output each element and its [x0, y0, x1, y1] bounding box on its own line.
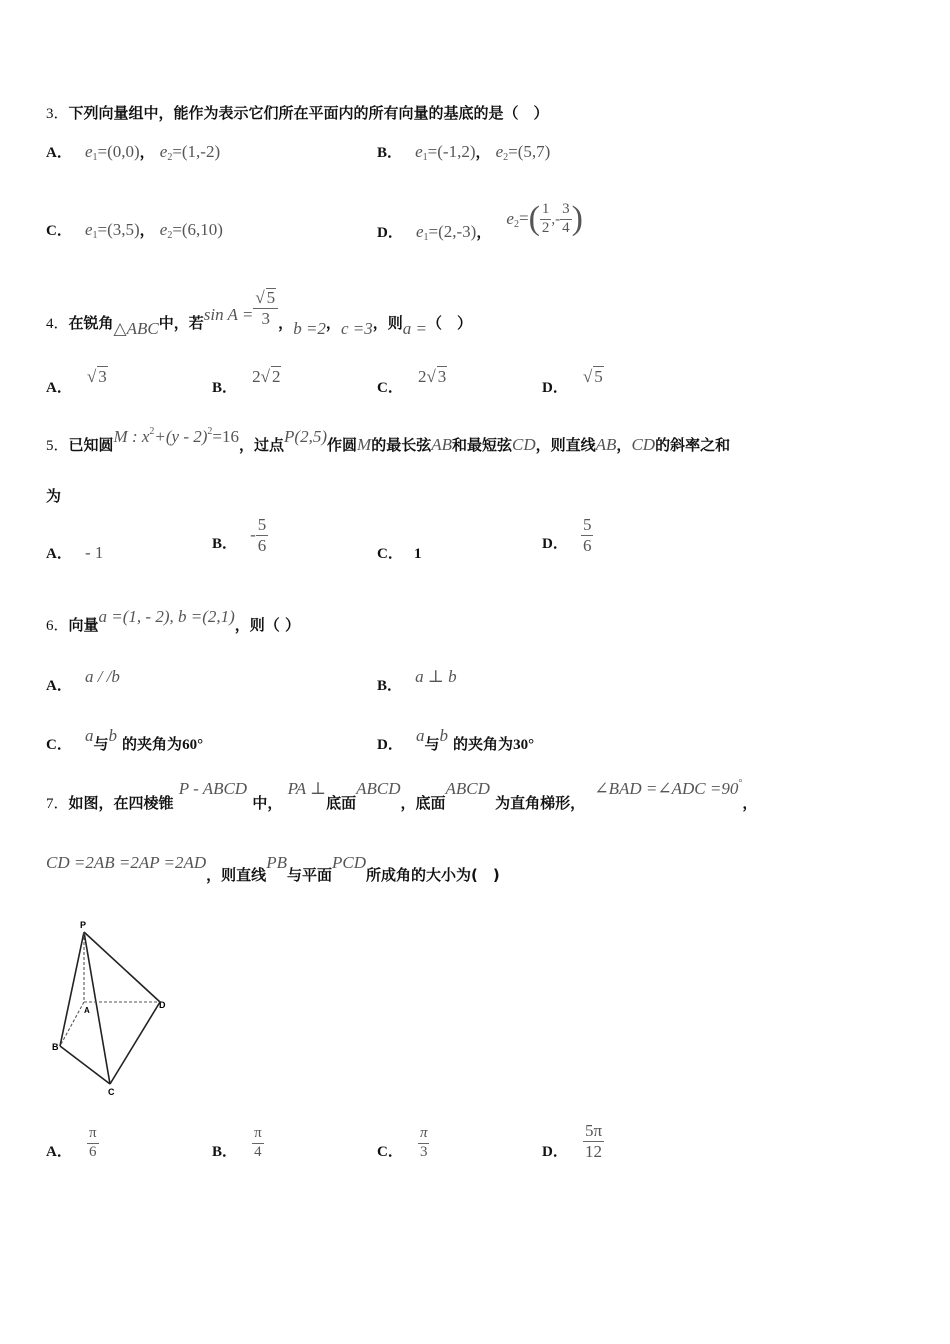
- q3-option-b[interactable]: [377, 141, 550, 163]
- q3-option-d[interactable]: [377, 200, 583, 243]
- q3-option-c-label: C．: [46, 223, 72, 239]
- q3-c-e1: $e_1$: [84, 220, 98, 241]
- q3-d-e1: $e_1$: [415, 222, 429, 243]
- q4-option-d[interactable]: D． √ 5: [542, 367, 603, 396]
- q3-d-e1-value: =(2,-3): [428, 222, 477, 241]
- q6-option-d[interactable]: D． a与b 的夹角为30°: [377, 726, 535, 753]
- q3-stem-text: 下列向量组中，能作为表示它们所在平面内的所有向量的基底的是（ ）: [68, 104, 549, 122]
- label-p: P: [80, 920, 87, 930]
- q4-sin-value: $\frac{√ 5}{3}$: [253, 288, 278, 328]
- q3-option-a-label: A．: [46, 145, 72, 161]
- q3-c-e1-value: =(3,5): [97, 220, 140, 239]
- q3-option-a[interactable]: [46, 141, 220, 163]
- q6-c-angle: 60°: [182, 737, 204, 753]
- q4-a-var: a =: [402, 319, 427, 339]
- edge-cd: [110, 1002, 160, 1084]
- q4-number: 4．: [46, 316, 69, 333]
- q3-option-d-label: D．: [377, 225, 403, 241]
- q4-c-value: 2√ 3: [417, 367, 447, 386]
- q3-d-frac1: $\frac{1}{2}$: [541, 200, 550, 236]
- q4-b-value: b =2: [293, 319, 326, 339]
- q3-number: 3．: [46, 106, 69, 122]
- q3-c-sep: ，: [139, 221, 155, 239]
- q4-a-value: √ 3: [86, 367, 107, 386]
- q3-c-e2-value: =(6,10): [172, 220, 223, 239]
- q5-d-fraction: $\frac{5}{6}$: [582, 515, 592, 555]
- q3-d-frac2: $\frac{3}{4}$: [562, 200, 570, 236]
- q7-pyramid: P - ABCD: [178, 779, 248, 798]
- q5-number: 5．: [46, 438, 69, 454]
- q6-b-value: a ⊥ b: [415, 667, 457, 686]
- q7-option-b[interactable]: B． $\frac{\pi}{4}$: [212, 1125, 262, 1160]
- q3-d-e2-expression: $e_2=$( $\frac{1}{2}$ ,- $\frac{3}{4}$ ): [506, 200, 583, 237]
- q5-option-a[interactable]: A． - 1: [46, 543, 104, 562]
- q5-b-fraction: $\frac{5}{6}$: [257, 515, 267, 555]
- q7-stem-line2: CD =2AB =2AP =2AD，则直线PB与平面PCD所成角的大小为( ): [46, 853, 500, 884]
- q3-b-e2: $e_2$: [495, 142, 509, 163]
- q3-d-e2: $e_2$: [506, 208, 519, 230]
- edge-bc: [60, 1046, 110, 1084]
- q4-stem: 4．在锐角△ABC中，若sin A = $\frac{√ 5}{3}$ ，b =2，c =3，则a =（ ）: [46, 288, 472, 339]
- q4-sin-a: sin A =: [203, 305, 254, 325]
- q6-option-c[interactable]: C． a与b 的夹角为60°: [46, 726, 204, 753]
- q3-b-e1-value: =(-1,2): [427, 142, 476, 161]
- q6-number: 6．: [46, 618, 69, 634]
- q3-b-e2-value: =(5,7): [508, 142, 551, 161]
- q6-stem: 6．向量a =(1, - 2), b =(2,1)，则（ ）: [46, 607, 301, 634]
- q5-circle-eq: M : $x^2+(y - 2)^2=16$: [113, 426, 240, 446]
- q7-pyramid-figure: [48, 916, 178, 1098]
- q5-option-b[interactable]: B． - $\frac{5}{6}$: [212, 515, 267, 555]
- q3-a-e2: $e_2$: [159, 142, 173, 163]
- q4-triangle: △ABC: [113, 319, 159, 339]
- q7-d-fraction: $\frac{5\pi}{12}$: [584, 1121, 603, 1161]
- q3-a-e2-value: =(1,-2): [172, 142, 221, 161]
- q5-a-value: - 1: [84, 543, 104, 562]
- label-d: D: [159, 1000, 166, 1010]
- edge-pb: [60, 932, 84, 1046]
- q7-c-fraction: $\frac{\pi}{3}$: [419, 1125, 428, 1160]
- q3-option-c[interactable]: [46, 219, 223, 241]
- q3-a-e1: $e_1$: [84, 142, 98, 163]
- q5-c-value: 1: [413, 546, 422, 562]
- q7-b-fraction: $\frac{\pi}{4}$: [254, 1125, 262, 1160]
- label-b: B: [52, 1042, 59, 1052]
- edge-ab: [60, 1002, 84, 1046]
- q5-option-d[interactable]: D． $\frac{5}{6}$: [542, 515, 592, 555]
- q6-vectors: a =(1, - 2), b =(2,1): [98, 607, 235, 626]
- q4-option-a[interactable]: A． √ 3: [46, 367, 107, 396]
- q4-d-value: √ 5: [582, 367, 603, 386]
- q7-option-d[interactable]: D． $\frac{5\pi}{12}$: [542, 1121, 603, 1161]
- q7-angle-condition: ∠BAD =∠ADC =90°: [594, 778, 743, 798]
- q5-stem-continued: 为: [46, 487, 62, 505]
- q7-equalities: CD =2AB =2AP =2AD: [46, 853, 207, 872]
- label-a: A: [84, 1006, 90, 1015]
- q3-a-e1-value: =(0,0): [97, 142, 140, 161]
- q5-option-c[interactable]: C． 1: [377, 546, 422, 562]
- q5-point: P(2,5): [284, 427, 327, 446]
- q6-option-a[interactable]: A． a / /b: [46, 667, 120, 694]
- q7-number: 7．: [46, 796, 69, 812]
- q7-option-a[interactable]: A． $\frac{\pi}{6}$: [46, 1125, 97, 1160]
- q7-stem: 7．如图，在四棱锥 P - ABCD 中， PA ⊥底面ABCD，底面ABCD 为直角梯形， ∠BAD =∠ADC =90°，: [46, 778, 758, 812]
- q3-b-e1: $e_1$: [415, 142, 428, 163]
- q3-b-sep: ，: [475, 143, 491, 161]
- q5-stem: 5．已知圆M : $x^2+(y - 2)^2=16$，过点P(2,5)作圆M的最长弦AB和最短弦CD，则直线AB，CD的斜率之和: [46, 426, 731, 454]
- q6-option-b[interactable]: B． a ⊥ b: [377, 667, 457, 694]
- q3-c-e2: $e_2$: [159, 220, 173, 241]
- q4-b-value: 2√ 2: [252, 367, 281, 386]
- edge-pd: [84, 932, 160, 1002]
- label-c: C: [108, 1087, 115, 1097]
- q3-d-sep: ，: [476, 223, 492, 241]
- q6-a-value: a / /b: [84, 667, 120, 686]
- q7-a-fraction: $\frac{\pi}{6}$: [88, 1125, 97, 1160]
- q4-option-c[interactable]: C． 2√ 3: [377, 367, 447, 396]
- q3-stem: [46, 102, 549, 123]
- q7-option-c[interactable]: C． $\frac{\pi}{3}$: [377, 1125, 428, 1160]
- q6-d-angle: 30°: [513, 737, 535, 753]
- q4-c-value: c =3: [340, 319, 373, 339]
- q3-option-b-label: B．: [377, 145, 403, 161]
- q4-option-b[interactable]: B． 2√ 2: [212, 367, 281, 396]
- q3-a-sep: ，: [139, 143, 155, 161]
